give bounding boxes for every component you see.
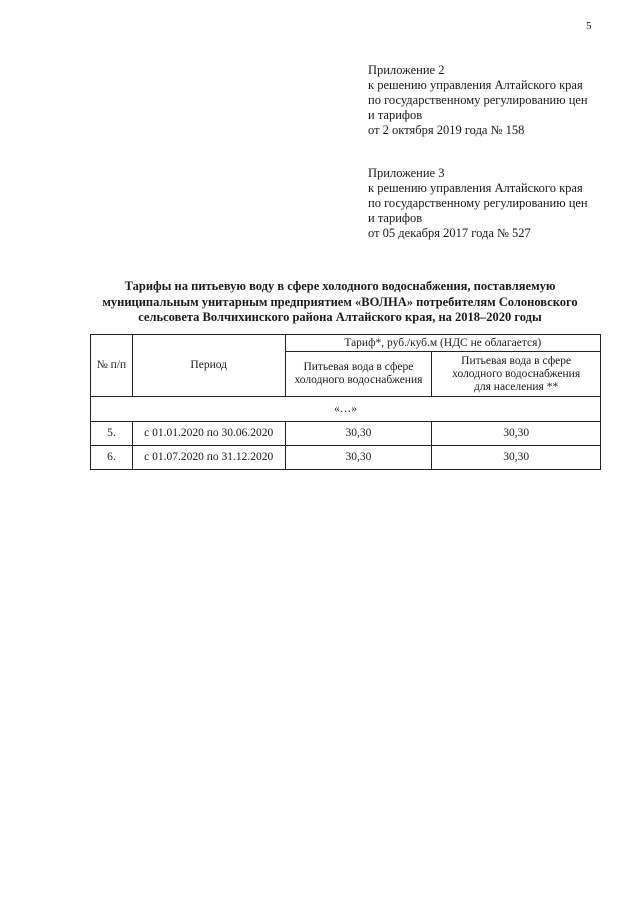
cell-period: с 01.01.2020 по 30.06.2020 (132, 422, 285, 446)
ellipsis-cell: «…» (91, 397, 601, 422)
header-cold-water (285, 352, 432, 397)
appendix-3-line: Приложение 3 (368, 166, 445, 180)
header-cold-water-line: холодного водоснабжения (294, 374, 423, 386)
page-number: 5 (586, 20, 592, 32)
appendix-3-line: и тарифов (368, 211, 423, 225)
header-population-line: для населения ** (474, 380, 559, 393)
header-population-line: Питьевая вода в сфере (461, 354, 572, 367)
appendix-2-line: Приложение 2 (368, 63, 445, 77)
cell-cold: 30,30 (285, 422, 432, 446)
table-row (91, 422, 601, 446)
document-title (80, 279, 600, 326)
appendix-3-line: к решению управления Алтайского края (368, 181, 583, 195)
cell-num: 6. (91, 446, 133, 470)
header-population (432, 352, 601, 397)
cell-period: с 01.07.2020 по 31.12.2020 (132, 446, 285, 470)
appendix-2-block (368, 63, 618, 138)
cell-population: 30,30 (432, 422, 601, 446)
table-row (91, 446, 601, 470)
title-line: сельсовета Волчихинского района Алтайского края, на 2018–2020 годы (138, 310, 542, 324)
appendix-2-line: от 2 октября 2019 года № 158 (368, 123, 525, 137)
title-line: муниципальным унитарным предприятием «ВОЛНА» потребителям Солоновского (102, 294, 578, 309)
title-line: Тарифы на питьевую воду в сфере холодного водоснабжения, поставляемую (124, 279, 556, 293)
appendix-2-line: и тарифов (368, 108, 423, 122)
appendix-3-line: от 05 декабря 2017 года № 527 (368, 226, 531, 240)
header-population-line: холодного водоснабжения (452, 367, 581, 380)
header-period: Период (132, 335, 285, 397)
cell-population: 30,30 (432, 446, 601, 470)
header-cold-water-line: Питьевая вода в сфере (303, 361, 414, 373)
table-header-row (91, 335, 601, 352)
appendix-3-line: по государственному регулированию цен (368, 196, 588, 210)
header-tariff-group: Тариф*, руб./куб.м (НДС не облагается) (285, 335, 600, 352)
cell-num: 5. (91, 422, 133, 446)
table-ellipsis-row (91, 397, 601, 422)
cell-cold: 30,30 (285, 446, 432, 470)
tariff-table (90, 334, 601, 470)
appendix-2-line: к решению управления Алтайского края (368, 78, 583, 92)
appendix-2-line: по государственному регулированию цен (368, 93, 588, 107)
appendix-3-block (368, 166, 618, 241)
header-num: № п/п (91, 335, 133, 397)
